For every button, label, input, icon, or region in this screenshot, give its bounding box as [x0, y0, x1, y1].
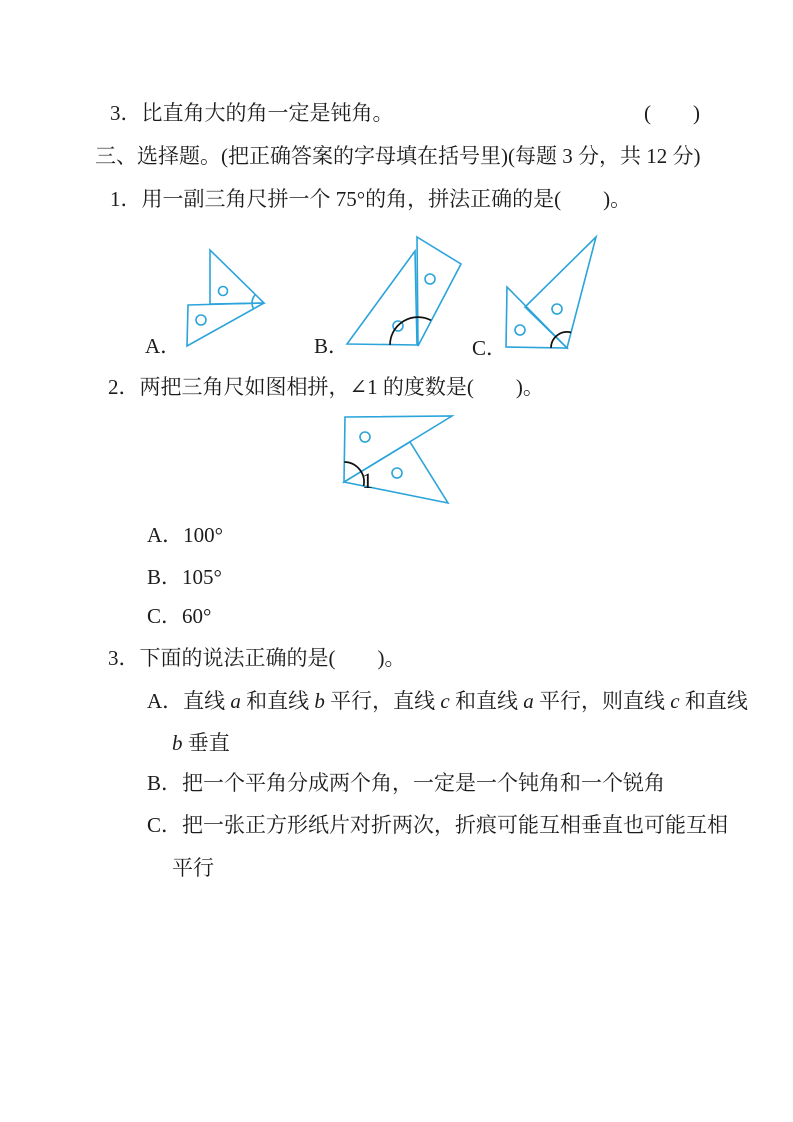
choice-label-a: A． [145, 334, 182, 358]
set-squares-figure-c [500, 232, 610, 354]
option-value: 60° [182, 604, 212, 628]
option-value: 105° [182, 565, 222, 589]
q3-option-a-line2 [172, 731, 230, 755]
q2-option-a [147, 523, 223, 547]
text-segment: 和直线 [679, 689, 748, 713]
question-3 [108, 646, 406, 670]
text-segment: 把一个平角分成两个角，一定是一个钝角和一个锐角 [182, 771, 666, 795]
question-text: 两把三角尺如图相拼，∠1 的度数是( )。 [139, 375, 544, 399]
option-label: B． [147, 771, 183, 795]
question-number: 3． [110, 101, 142, 125]
set-squares-figure-q2 [335, 410, 465, 512]
text-segment: 和直线 [240, 689, 315, 713]
option-label: C． [147, 813, 183, 837]
line-variable: b [172, 731, 183, 755]
question-text: 比直角大的角一定是钝角。 [141, 101, 394, 125]
section-heading: 三、选择题。(把正确答案的字母填在括号里)(每题 3 分，共 12 分) [95, 144, 701, 168]
set-square-hole-icon [552, 304, 562, 314]
text-segment: 把一张正方形纸片对折两次，折痕可能互相垂直也可能互相 [182, 813, 729, 837]
set-square-triangle [344, 442, 448, 503]
tf-question-3 [110, 101, 394, 125]
line-variable: a [230, 689, 241, 713]
text-segment: 和直线 [449, 689, 524, 713]
set-square-hole-icon [425, 274, 435, 284]
set-squares-figure-b [340, 232, 470, 352]
choice-label-c: C． [472, 336, 508, 360]
q3-option-b [147, 771, 665, 795]
set-square-triangle [525, 237, 596, 348]
question-2 [108, 375, 544, 399]
set-square-hole-icon [515, 325, 525, 335]
text-segment: 垂直 [182, 731, 230, 755]
set-square-hole-icon [392, 468, 402, 478]
set-square-hole-icon [360, 432, 370, 442]
tf-answer-blank: ( ) [644, 101, 700, 125]
option-label: A． [147, 689, 184, 713]
q2-option-b [147, 565, 222, 589]
question-1 [110, 187, 631, 211]
choice-label-b: B． [314, 334, 350, 358]
set-square-triangle [210, 250, 264, 304]
text-segment: 直线 [183, 689, 231, 713]
set-squares-figure-a [175, 240, 275, 355]
option-label: C． [147, 604, 183, 628]
line-variable: a [523, 689, 534, 713]
set-square-hole-icon [196, 315, 206, 325]
question-text: 下面的说法正确的是( )。 [139, 646, 406, 670]
q3-option-a-line1 [147, 689, 748, 713]
angle-1-label: 1 [362, 468, 373, 493]
question-text: 用一副三角尺拼一个 75°的角，拼法正确的是( )。 [141, 187, 632, 211]
line-variable: b [314, 689, 325, 713]
text-segment: 平行，直线 [324, 689, 441, 713]
question-number: 1． [110, 187, 142, 211]
angle-arc [252, 295, 255, 309]
option-label: B． [147, 565, 183, 589]
set-square-triangle [347, 251, 417, 345]
question-number: 2． [108, 375, 140, 399]
option-label: A． [147, 523, 184, 547]
line-variable: c [670, 689, 680, 713]
text-segment: 平行，则直线 [533, 689, 671, 713]
q2-option-c [147, 604, 211, 628]
set-square-hole-icon [219, 287, 228, 296]
question-number: 3． [108, 646, 140, 670]
line-variable: c [440, 689, 450, 713]
set-square-triangle [417, 237, 461, 346]
option-value: 100° [183, 523, 224, 547]
q3-option-c-line1 [147, 813, 728, 837]
q3-option-c-line2 [172, 856, 214, 880]
text-segment: 平行 [172, 856, 214, 880]
